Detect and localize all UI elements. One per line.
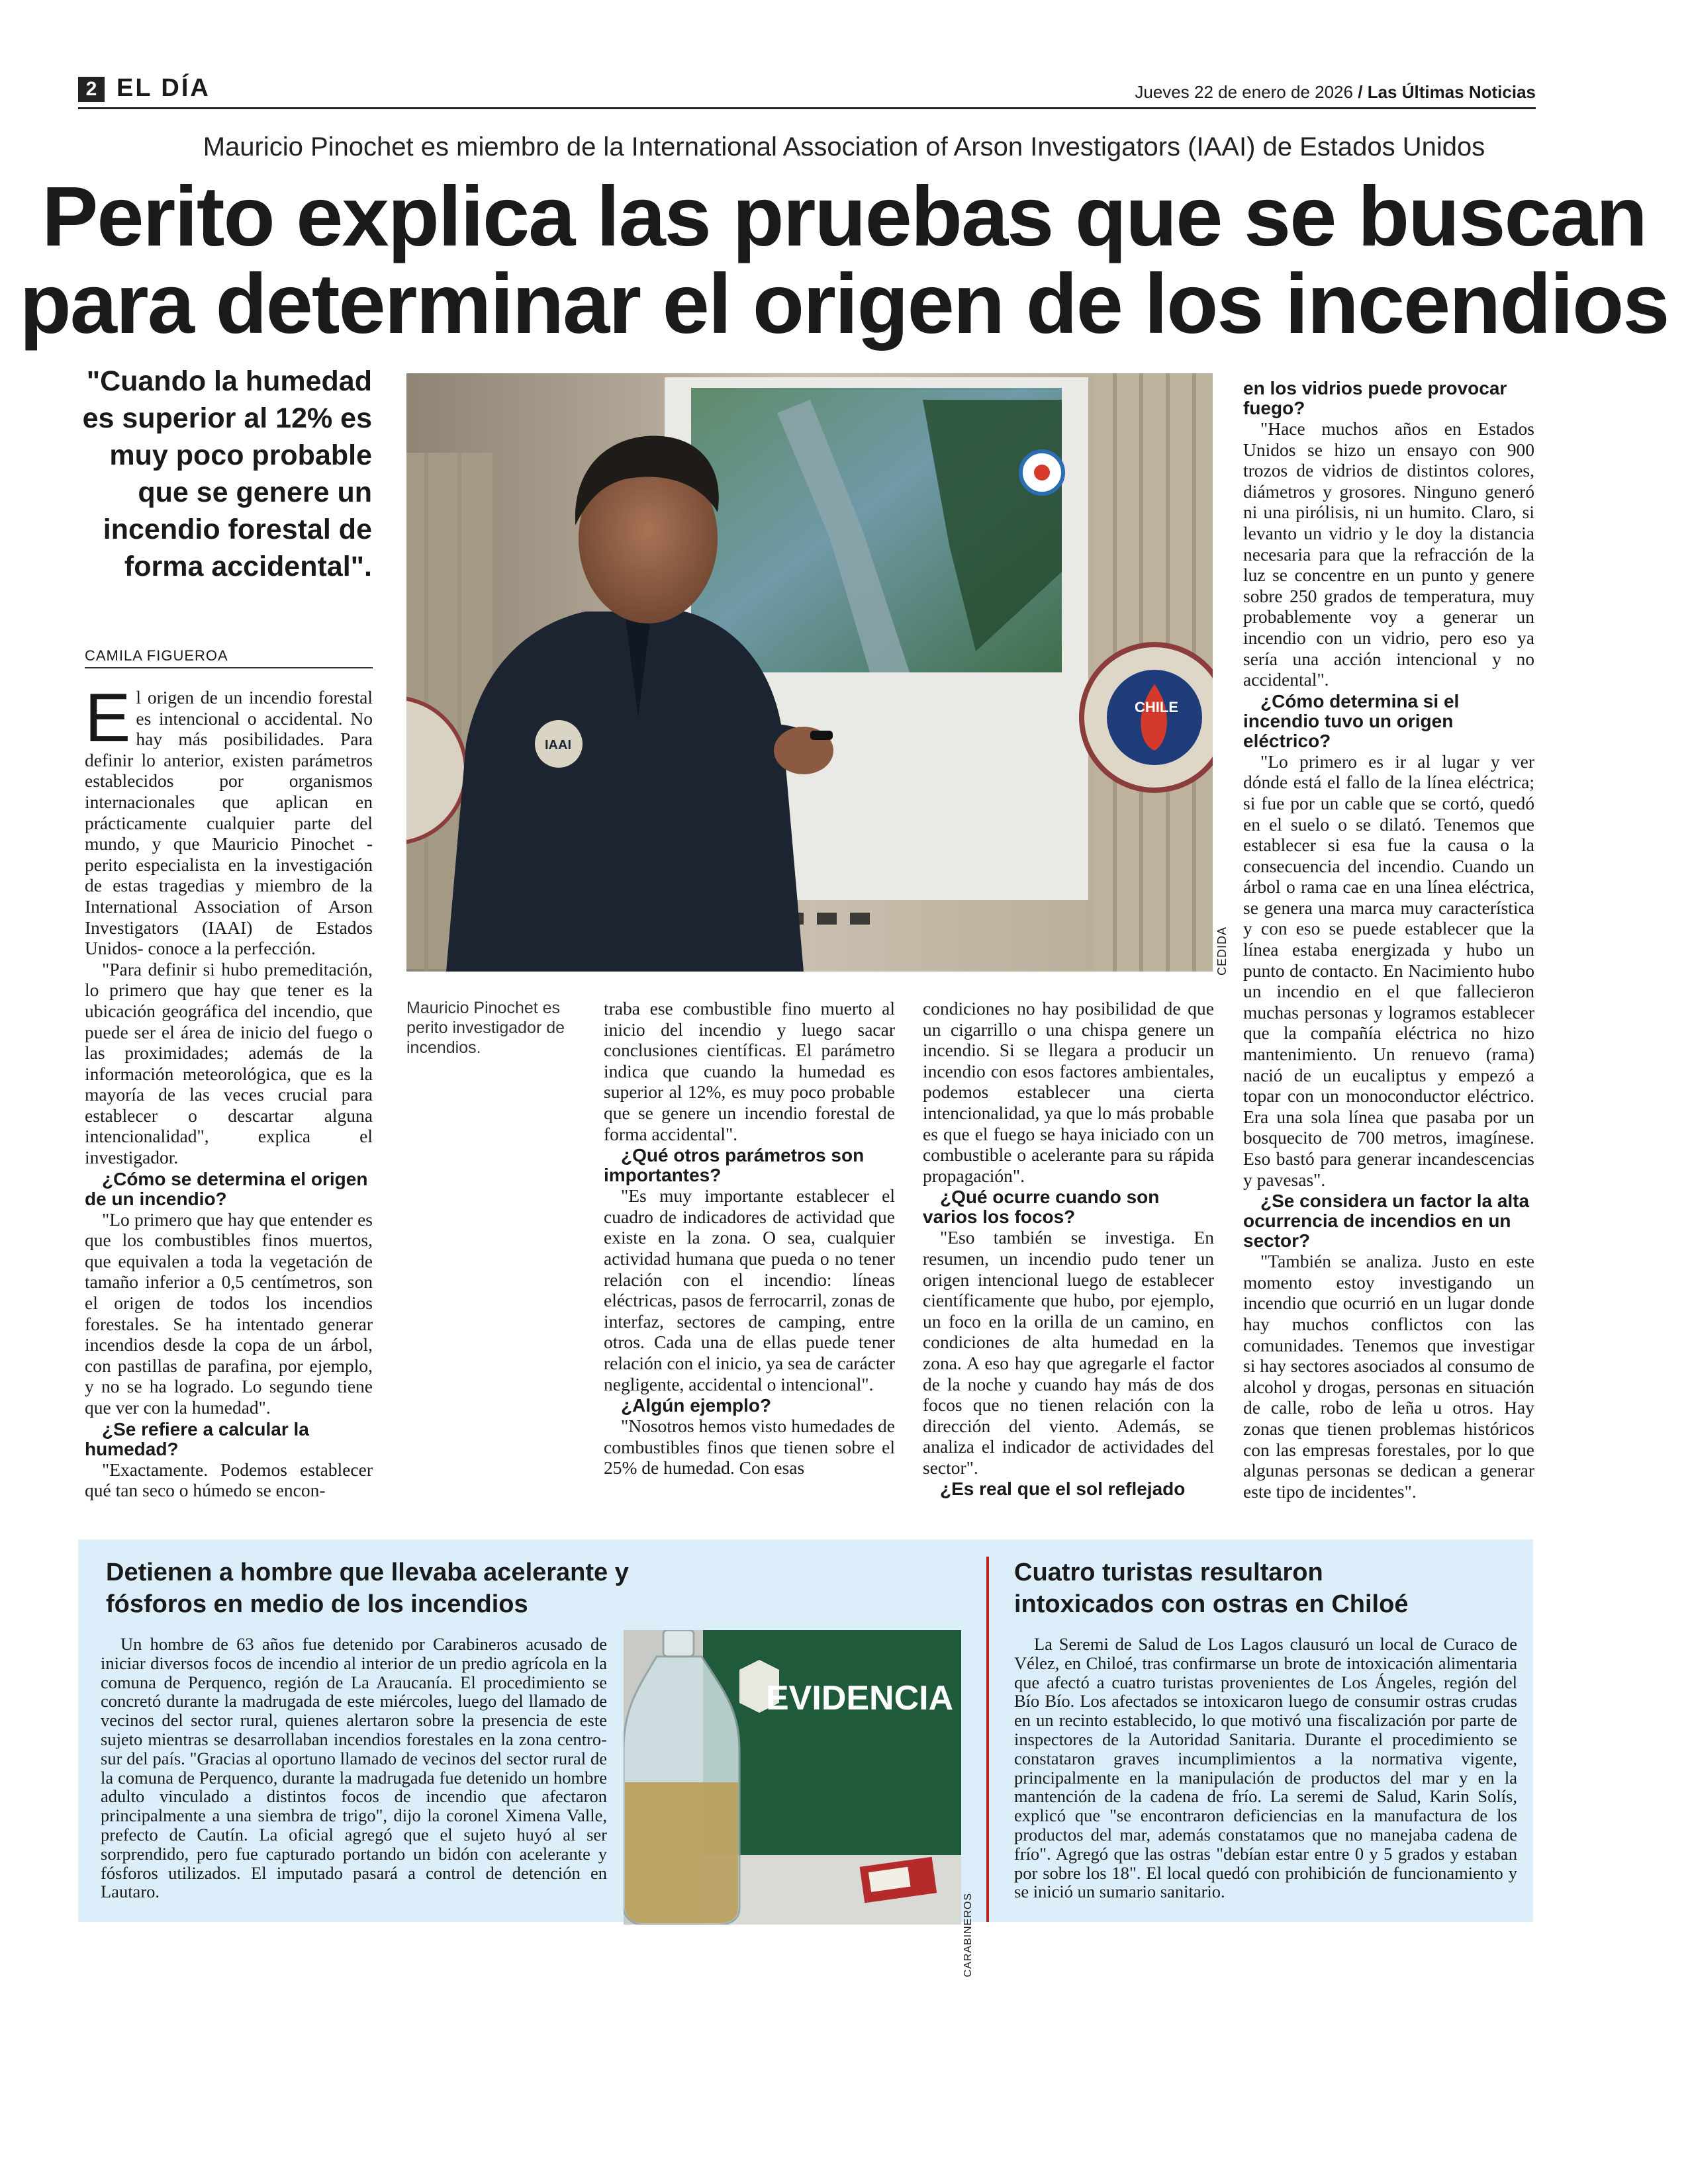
brief-1-paragraph: Un hombre de 63 años fue detenido por Carabineros acusado de iniciar diversos focos de incendio al interior de un predio agrícola en la comuna de Perquenco, región de La Araucanía. El procedimiento se concretó durante la madrugada de este miércoles, luego del llamado de vecinos del sector rural, quienes alertaron sobre la presencia de este sujeto mientras se desarrollaban incendios forestales en la zona centro-sur del país. "Gracias al oportuno llamado de vecinos del sector rural de la comuna de Perquenco, durante la madrugada fue detenido un hombre adulto vinculado a distintos focos de incendio que afectaron principalmente a una siembra de trigo", dijo la coronel Ximena Valle, prefecto de Cautín. La oficial agregó que el sujeto huyó al ser sorprendido, pero fue capturado portando un bidón con acelerante y fósforos utilizados. El imputado pasará a control de detención en Lautaro. — [101, 1634, 607, 1902]
article-column-3 — [923, 998, 1214, 1499]
article-column-4 — [1243, 377, 1534, 1502]
evidence-photo-credit: CARABINEROS — [962, 1893, 974, 1978]
paragraph: "Para definir si hubo premeditación, lo primero que hay que tener es la ubicación geográfica del incendio, que puede ser el área de inicio del fuego o las proximidades; además de la información meteorológica, que es la mayoría de las veces crucial para establecer o descartar alguna intencionalidad", explica el investigador. — [85, 958, 373, 1168]
logo-text: CHILE — [1135, 699, 1178, 715]
column-divider — [986, 1557, 989, 1922]
paragraph: "Es muy importante establecer el cuadro de indicadores de actividad que existe en la zona. O sea, cualquier actividad humana que pueda o no tener relación con el incendio: líneas eléctricas, pasos de ferrocarril, zonas de interfaz, sectores de camping, entre otros. Cada una de ellas puede tener relación con el inicio, ya sea de carácter negligente, accidental o intencional". — [604, 1185, 895, 1394]
paragraph: "Eso también se investiga. En resumen, un incendio pudo tener un origen intencional luego de establecer científicamente que hubo, por ejemplo, un foco en la orilla de un camino, en condiciones de alta humedad en la zona. A eso hay que agregarle el factor de la noche y cuando hay más de dos focos que no tienen relación con la dirección del viento. Además, se analiza el indicador de actividades del sector". — [923, 1227, 1214, 1478]
paragraph: "Lo primero que hay que entender es que los combustibles finos muertos, que equivalen a toda la vegetación de tamaño inferior a 0,5 centímetros, son el origen de todos los incendios forestales. Se ha intentado generar incendios desde la copa de un árbol, con pastillas de parafina, por ejemplo, y no se ha logrado. Lo segundo tiene que ver con la humedad". — [85, 1208, 373, 1418]
paragraph: traba ese combustible fino muerto al inicio del incendio y luego sacar conclusiones científicas. El parámetro indica que cuando la humedad es superior al 12%, es muy poco probable que se genere un incendio forestal de forma accidental". — [604, 998, 895, 1144]
question-heading: ¿Algún ejemplo? — [621, 1395, 772, 1416]
byline: CAMILA FIGUEROA — [85, 647, 373, 668]
photo-credit: CEDIDA — [1215, 927, 1229, 976]
question-heading: en los vidrios puede provocar fuego? — [1243, 378, 1507, 418]
brief-1-title-line-1: Detienen a hombre que llevaba acelerante y — [106, 1559, 629, 1586]
article-column-1 — [85, 680, 373, 1501]
paragraph: condiciones no hay posibilidad de que un cigarrillo o una chispa genere un incendio. Si se llegara a producir un incendio con esos factores ambientales, podemos establecer una cierta intencionalidad, ya que lo más probable es que el fuego se haya iniciado con un combustible o acelerante para su rápida propagación". — [923, 998, 1214, 1186]
drop-cap: E — [85, 680, 131, 756]
article-kicker: Mauricio Pinochet es miembro de la International Association of Arson Investigators (IAAI) de Estados Unidos — [203, 132, 1485, 161]
question-heading: ¿Se refiere a calcular la humedad? — [85, 1418, 309, 1459]
evidence-sign-text: EVIDENCIA — [766, 1679, 954, 1717]
brief-2-title-line-2: intoxicados con ostras en Chiloé — [1014, 1590, 1409, 1618]
presenter-photo-illustration — [406, 373, 1213, 972]
question-heading: ¿Qué ocurre cuando son varios los focos? — [923, 1187, 1160, 1228]
evidence-photo — [624, 1630, 961, 1925]
question-heading: ¿Qué otros parámetros son importantes? — [604, 1145, 865, 1186]
brief-2-paragraph: La Seremi de Salud de Los Lagos clausuró un local de Curaco de Vélez, en Chiloé, tras confirmarse un brote de intoxicación alimentaria que afectó a cuatro turistas provenientes de Los Ángeles, región del Bío Bío. Los afectados se intoxicaron luego de consumir ostras crudas en un recinto establecido, lo que motivó una fiscalización por parte de inspectores de la Autoridad Sanitaria. Durante el procedimiento se constataron graves incumplimientos a la normativa vigente, principalmente en la manipulación de productos del mar y en la mantención de la cadena de frío. La seremi de Salud, Karin Solís, explicó que "se encontraron deficiencias en la manufactura de los productos del mar, además constatamos que no manejaba cadena de frío". Agregó que las ostras "debían estar entre 0 y 5 grados y estaban por sobre los 18". El local quedó con prohibición de funcionamiento y se inició un sumario sanitario. — [1014, 1634, 1517, 1902]
brief-1-text — [101, 1635, 607, 1901]
page-header — [78, 74, 1536, 109]
dateline — [1135, 82, 1536, 103]
paragraph: "Hace muchos años en Estados Unidos se hizo un ensayo con 900 trozos de vidrios de distintos colores, diámetros y grosores. Ninguno generó ni una pirólisis, ni un humito. Claro, si levanto un vidrio y le doy la distancia necesaria para que la refracción de la luz se concentre en un punto y genere sobre 250 grados de temperatura, muy probablemente voy a generar un incendio con un vidrio, pero eso ya sería una acción intencional y no accidental". — [1243, 418, 1534, 690]
brief-1-title-line-2: fósforos en medio de los incendios — [106, 1590, 528, 1618]
paragraph: "Exactamente. Podemos establecer qué tan seco o húmedo se encon- — [85, 1459, 373, 1501]
evidence-photo-illustration — [624, 1630, 961, 1925]
headline-line-1: Perito explica las pruebas que se buscan — [41, 169, 1647, 264]
paragraph: "Nosotros hemos visto humedades de combustibles finos que tienen sobre el 25% de humedad. Con esas — [604, 1416, 895, 1479]
photo-caption: Mauricio Pinochet es perito investigador de incendios. — [406, 999, 565, 1057]
brief-1-title — [106, 1557, 715, 1620]
issue-date: Jueves 22 de enero de 2026 — [1135, 82, 1353, 102]
brief-2-text — [1014, 1635, 1517, 1901]
newspaper-name: Las Últimas Noticias — [1367, 82, 1536, 102]
paragraph: "Lo primero es ir al lugar y ver dónde está el fallo de la línea eléctrica; si fue por un cable que se cortó, quedó en el suelo o se dilató. Tenemos que establecer si esa fue la causa o la consecuencia del incendio. Cuando un árbol o rama cae en una línea eléctrica, se genera una marca muy característica y con eso se puede establecer que la línea estaba energizada y hubo un punto de contacto. En Nacimiento hubo un incendio en el que fallecieron muchas personas y logramos establecer que la compañía eléctrica no hizo mantenimiento. Un renuevo (rama) nació de un eucaliptus y empezó a topar con un monoconductor eléctrico. Era una sola línea que pasaba por un bosquecito de 700 metros, imagínese. Eso bastó para generar incandescencias y pavesas". — [1243, 751, 1534, 1190]
brief-2-title-line-1: Cuatro turistas resultaron — [1014, 1559, 1323, 1586]
question-heading: ¿Cómo se determina el origen de un incendio? — [85, 1168, 368, 1209]
article-photo — [406, 373, 1213, 972]
question-heading: ¿Cómo determina si el incendio tuvo un origen eléctrico? — [1243, 690, 1460, 751]
page-number: 2 — [78, 77, 105, 102]
article-headline — [0, 169, 1688, 351]
section-name: EL DÍA — [117, 74, 211, 102]
pull-quote: "Cuando la humedad es superior al 12% es muy poco probable que se genere un incendio forestal de forma accidental". — [82, 365, 372, 582]
question-heading: ¿Se considera un factor la alta ocurrencia de incendios en un sector? — [1243, 1191, 1530, 1251]
paragraph: "También se analiza. Justo en este momento estoy investigando un incendio que ocurrió en un lugar donde hay muchos conflictos con las comunidades. Tenemos que investigar si hay sectores asociados al consumo de alcohol y drogas, personas en situación de calle, robo de leña u otros. Hay zonas que tienen problemas históricos con las empresas forestales, por lo que algunas personas se dedican a generar este tipo de incidentes". — [1243, 1251, 1534, 1502]
article-column-2 — [604, 998, 895, 1479]
lead-paragraph — [85, 680, 373, 959]
question-heading: ¿Es real que el sol reflejado — [940, 1479, 1186, 1500]
dateline-separator: / — [1358, 82, 1363, 102]
badge-text: IAAI — [545, 738, 571, 752]
brief-2-title — [1014, 1557, 1517, 1620]
headline-line-2: para determinar el origen de los incendios — [19, 257, 1669, 351]
lead-text: l origen de un incendio forestal es intencional o accidental. No hay más posibilidades. Para definir lo anterior, existen parámetros establecidos por organismos internacionales que aplican en prácticamente cualquier parte del mundo, y que Mauricio Pinochet -perito especialista en la investigación de estas tragedias y miembro de la International Association of Arson Investigators (IAAI) de Estados Unidos- conoce a la perfección. — [85, 687, 373, 959]
